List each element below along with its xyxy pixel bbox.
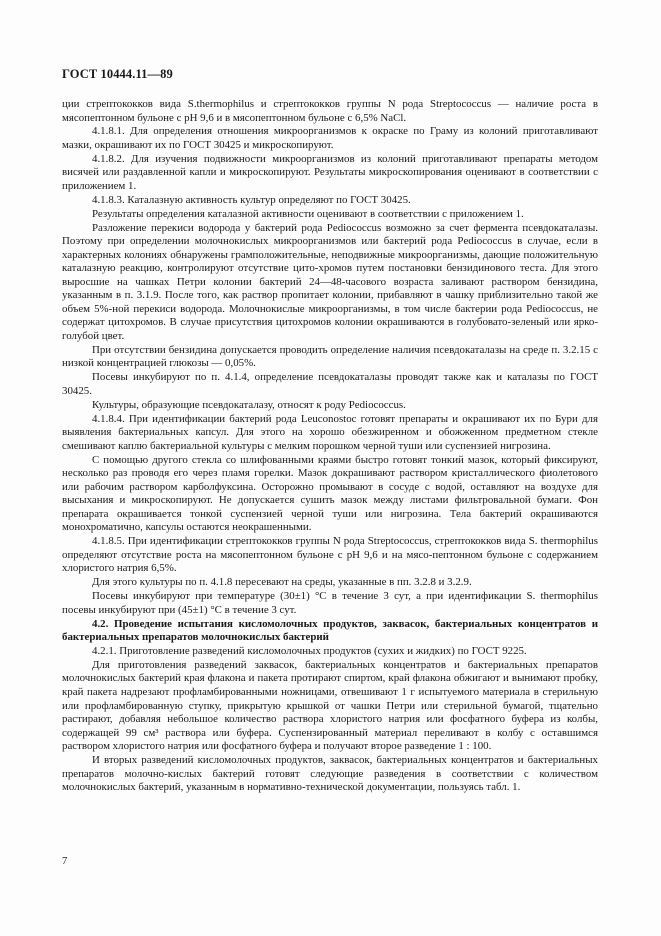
paragraph: 4.1.8.3. Каталазную активность культур определяют по ГОСТ 30425. xyxy=(92,193,411,206)
section-heading: 4.2. Проведение испытания кисломолочных продуктов, заквасок, бактериальных концентратов и бактериальных препаратов молочнокислых бактерий xyxy=(62,617,598,644)
paragraph: Для приготовления разведений заквасок, бактериальных концентратов и бактериальных препаратов молочнокислых бактерий края флакона и пакета протирают спиртом, край флакона обжигают и вынимают пробку, край пакета надрезают профламбированными ножницами, отвешивают 1 г испытуемого материала в стерильную или профламбированную ступку, прикрытую крышкой от чашки Петри или стерильной бумагой, тщательно растирают, добавляя небольшое количество раствора хлористого натрия или фосфатного буфера из колбы, содержащей 99 см³ раствора или буфера. Суспензированный материал переливают в колбу с оставшимся раствором хлористого натрия или фосфатного буфера и получают второе разведение 1 : 100. xyxy=(62,658,598,753)
paragraph: Для этого культуры по п. 4.1.8 пересевают на среды, указанные в пп. 3.2.8 и 3.2.9. xyxy=(92,576,472,589)
paragraph: Посевы инкубируют по п. 4.1.4, определение псевдокаталазы проводят также как и каталазы по ГОСТ 30425. xyxy=(62,371,598,397)
paragraph: 4.1.8.1. Для определения отношения микроорганизмов к окраске по Граму из колоний приготавливают мазки, окрашивают их по ГОСТ 30425 и микроскопируют. xyxy=(62,125,598,151)
paragraph: ции стрептококков вида S.thermophilus и стрептококков группы N рода Streptococcus — наличие роста в мясопептонном бульоне с рН 9,6 и в мясопептонном бульоне с 6,5% NaCl. xyxy=(62,98,598,124)
paragraph: Посевы инкубируют при температуре (30±1) °С в течение 3 сут, а при идентификации S. thermophilus посевы инкубируют при (45±1) °С в течение 3 сут. xyxy=(62,590,598,616)
paragraph: Разложение перекиси водорода у бактерий рода Pediococcus возможно за счет фермента псевдокаталазы. Поэтому при определении молочнокислых микроорганизмов или бактерий рода Pediococcus в случае, если в характерных колониях обнаружены грамположительные, неподвижные микроорганизмы, дающие положительную каталазную реакцию, контролируют отсутствие цито-хромов путем постановки бензидинового теста. Для этого выросшие на чашках Петри колонии бактерий 24—48-часового возраста заливают раствором бензидина, указанным в п. 3.1.9. После того, как раствор пропитает колонии, прибавляют в чашку приблизительно такой же объем 5%-ной перекиси водорода. Молочнокислые микроорганизмы, в том числе бактерии рода Pediococcus, не содержат цитохромов. В случае присутствия цитохромов колонии окрашиваются в голубовато-зеленый или ярко-голубой цвет. xyxy=(62,221,598,343)
paragraph: 4.1.8.5. При идентификации стрептококков группы N рода Streptococcus, стрептококков вида S. thermophilus определяют отсутствие роста на мясопептонном бульоне с рН 9,6 и на мясо-пептонном бульоне с содержанием хлористого натрия 6,5%. xyxy=(62,535,598,575)
paragraph: С помощью другого стекла со шлифованными краями быстро готовят тонкий мазок, который фиксируют, несколько раз проводя его через пламя горелки. Мазок докрашивают раствором кристаллического фиолетового или рабочим раствором карболфуксина. Осторожно промывают в сосуде с водой, оставляют на воздухе для высыхания и микроскопируют. Не допускается сушить мазок между листами фильтровальной бумаги. Фон препарата окрашивается тонкой суспензией черной туши или нигрозина. Тела бактерий окрашиваются монохроматично, капсулы остаются неокрашенными. xyxy=(62,453,598,534)
paragraph: При отсутствии бензидина допускается проводить определение наличия псевдокаталазы на среде п. 3.2.15 с низкой концентрацией глюкозы — 0,05%. xyxy=(62,343,598,370)
paragraph: Результаты определения каталазной активности оценивают в соответствии с приложением 1. xyxy=(92,207,524,220)
document-header: ГОСТ 10444.11—89 xyxy=(62,67,173,81)
document-body xyxy=(62,98,598,795)
paragraph: 4.1.8.4. При идентификации бактерий рода Leuconostoc готовят препараты и окрашивают их по Бури для выявления бактериальных капсул. Для этого на хорошо обезжиренном и обожженном предметном стекле смешивают каплю бактериальной культуры с мелким порошком черной туши или суспензией нигрозина. xyxy=(62,412,598,452)
page-number: 7 xyxy=(62,856,68,867)
paragraph: 4.2.1. Приготовление разведений кисломолочных продуктов (сухих и жидких) по ГОСТ 9225. xyxy=(92,645,527,658)
paragraph: Культуры, образующие псевдокаталазу, относят к роду Pediococcus. xyxy=(92,398,406,411)
paragraph: И вторых разведений кисломолочных продуктов, заквасок, бактериальных концентратов и бактериальных препаратов молочно-кислых бактерий готовят следующие разведения в соответствии с количеством молочнокислых бактерий, указанным в нормативно-технической документации, пользуясь табл. 1. xyxy=(62,754,598,794)
paragraph: 4.1.8.2. Для изучения подвижности микроорганизмов из колоний приготавливают препараты методом висячей или раздавленной капли и микроскопируют. Результаты микроскопирования оценивают в соответствии с приложением 1. xyxy=(62,152,598,192)
